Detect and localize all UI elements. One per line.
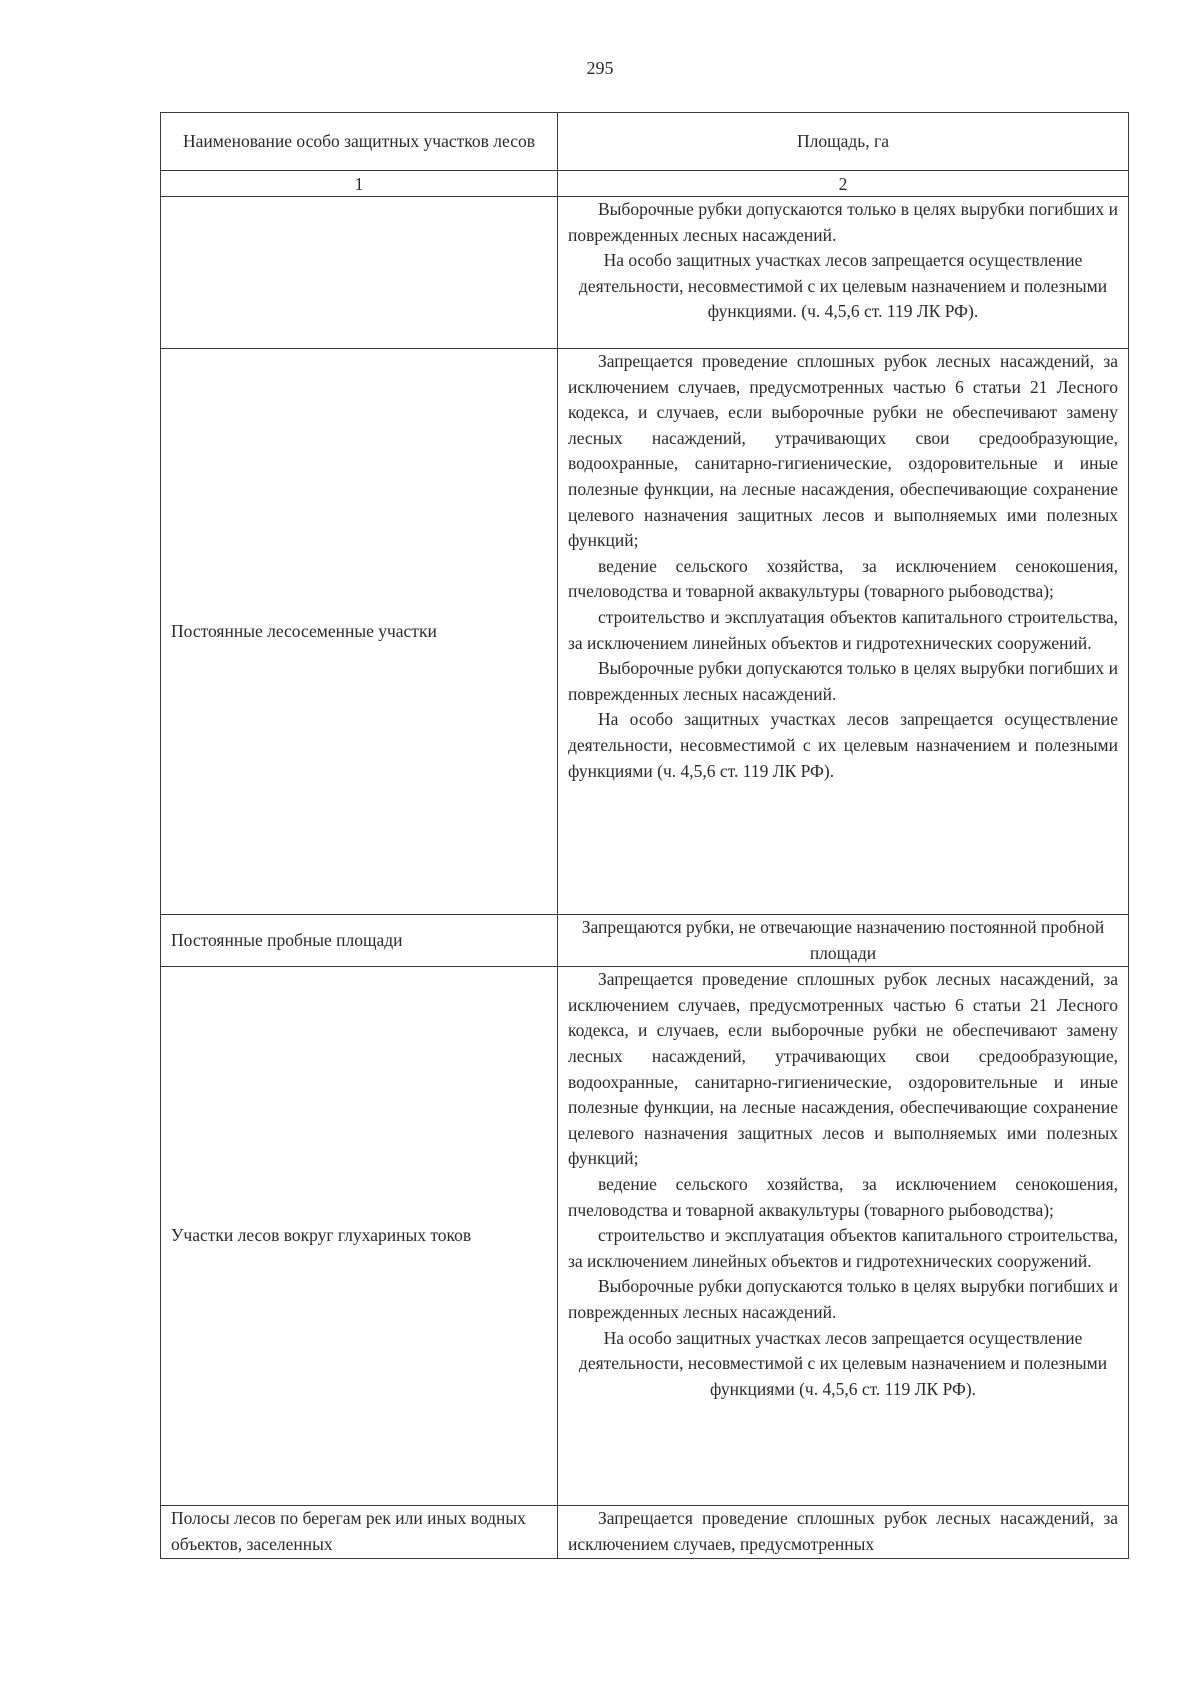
row-paragraph: На особо защитных участках лесов запрещается осуществление деятельности, несовместимой с их целевым назначением и полезными функциями. (ч. 4,5,6 ст. 119 ЛК РФ). [578,250,1108,322]
protective-areas-table [160,112,1129,1559]
row-text-cell [558,1506,1129,1559]
row-paragraph: ведение сельского хозяйства, за исключением сенокошения, пчеловодства и товарной аквакультуры (товарного рыбоводства); [568,1173,1118,1220]
page-number: 295 [586,58,614,78]
row-paragraph: Запрещается проведение сплошных рубок лесных насаждений, за исключением случаев, предусмотренных частью 6 статьи 21 Лесного кодекса, и случаев, если выборочные рубки не обеспечивают замену лесных насаждений, утрачивающих свои средообразующие, водоохранные, санитарно-гигиенические, оздоровительные и иные полезные функции, на лесные насаждения, обеспечивающие сохранение целевого назначения защитных лесов и выполняемых ими полезных функций; [568,969,1118,1169]
row-paragraph: Выборочные рубки допускаются только в целях вырубки погибших и поврежденных лесных насаждений. [568,1276,1118,1322]
row-name-cell: Постоянные пробные площади [161,915,558,967]
row-paragraph: На особо защитных участках лесов запрещается осуществление деятельности, несовместимой с их целевым назначением и полезными функциями (ч. 4,5,6 ст. 119 ЛК РФ). [578,1327,1108,1399]
column-numbers-row [161,171,1129,197]
table-row [161,915,1129,967]
row-paragraph: строительство и эксплуатация объектов капитального строительства, за исключением линейных объектов и гидротехнических сооружений. [568,606,1118,653]
row-paragraph: На особо защитных участках лесов запрещается осуществление деятельности, несовместимой с их целевым назначением и полезными функциями (ч. 4,5,6 ст. 119 ЛК РФ). [568,709,1118,781]
table-row [161,349,1129,915]
row-name-cell [161,197,558,349]
row-name-cell: Постоянные лесосеменные участки [161,349,558,915]
row-paragraph: Выборочные рубки допускаются только в целях вырубки погибших и поврежденных лесных насаждений. [568,658,1118,704]
column-number: 1 [161,171,558,197]
row-text-cell [558,197,1129,349]
row-name-cell: Полосы лесов по берегам рек или иных водных объектов, заселенных [161,1506,558,1559]
row-name-cell: Участки лесов вокруг глухариных токов [161,967,558,1506]
row-text-cell [558,915,1129,967]
row-paragraph: Выборочные рубки допускаются только в целях вырубки погибших и поврежденных лесных насаждений. [568,199,1118,245]
column-number: 2 [558,171,1129,197]
header-name-column: Наименование особо защитных участков лесов [161,113,558,171]
table-header-row [161,113,1129,171]
row-paragraph: ведение сельского хозяйства, за исключением сенокошения, пчеловодства и товарной аквакультуры (товарного рыбоводства); [568,555,1118,602]
row-paragraph: Запрещается проведение сплошных рубок лесных насаждений, за исключением случаев, предусмотренных [568,1508,1118,1554]
row-paragraph: строительство и эксплуатация объектов капитального строительства, за исключением линейных объектов и гидротехнических сооружений. [568,1225,1118,1271]
table-row [161,1506,1129,1559]
row-text-cell [558,967,1129,1506]
header-area-column: Площадь, га [558,113,1129,171]
row-text-cell [558,349,1129,915]
row-paragraph: Запрещаются рубки, не отвечающие назначению постоянной пробной площади [581,917,1105,963]
row-paragraph: Запрещается проведение сплошных рубок лесных насаждений, за исключением случаев, предусмотренных частью 6 статьи 21 Лесного кодекса, и случаев, если выборочные рубки не обеспечивают замену лесных насаждений, утрачивающих свои средообразующие, водоохранные, санитарно-гигиенические, оздоровительные и иные полезные функции, на лесные насаждения, обеспечивающие сохранение целевого назначения защитных лесов и выполняемых ими полезных функций; [568,351,1118,551]
table-row [161,967,1129,1506]
table-row [161,197,1129,349]
